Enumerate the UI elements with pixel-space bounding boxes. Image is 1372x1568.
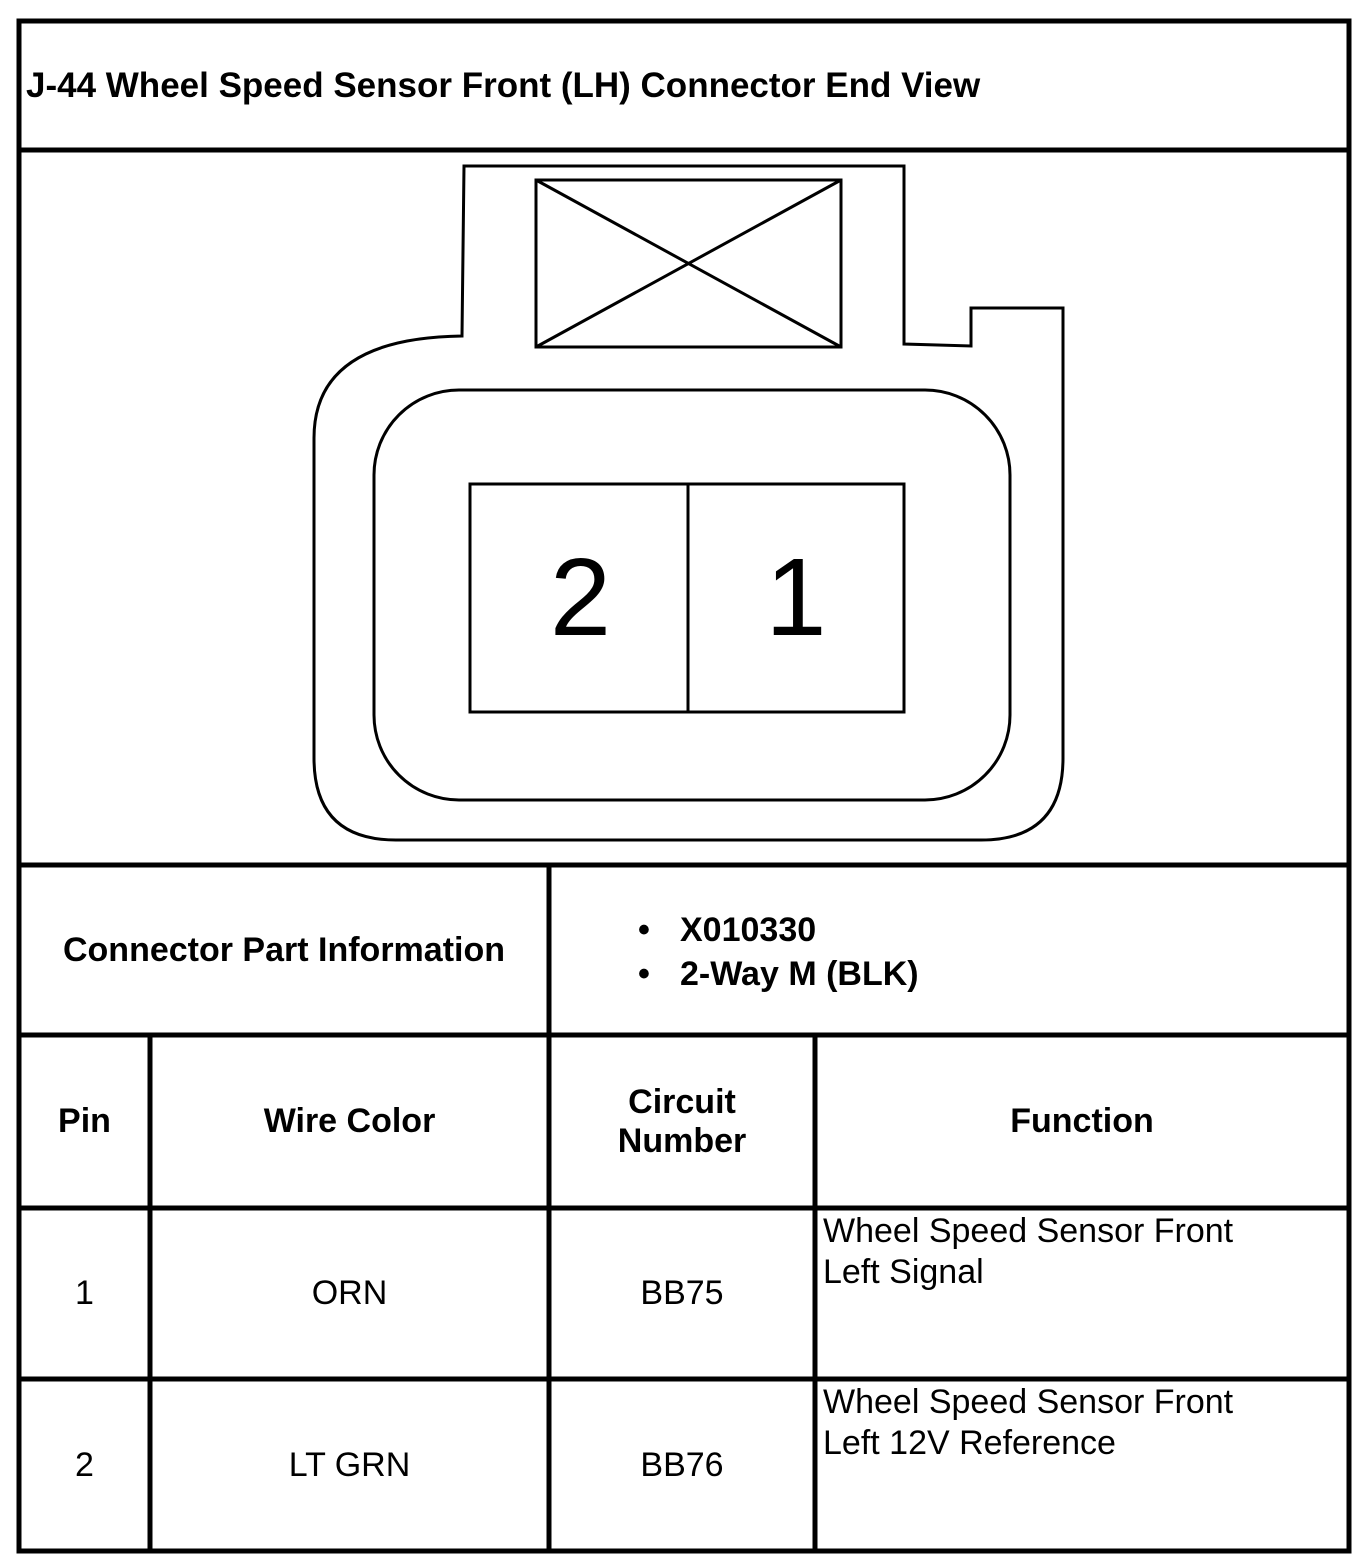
list-item: • 2-Way M (BLK) (638, 952, 919, 996)
page-title: J-44 Wheel Speed Sensor Front (LH) Connector End View (26, 66, 981, 105)
table-row-2-function (817, 1382, 1347, 1549)
table-row-2-pin: 2 (75, 1445, 94, 1484)
connector-end-view-drawing (314, 166, 1063, 840)
list-item: • X010330 (638, 908, 919, 952)
table-row-1-circuit: BB75 (640, 1274, 724, 1313)
connector-info-sheet (16, 18, 1352, 1554)
table-row-1-pin: 1 (75, 1274, 94, 1313)
part-info-label: Connector Part Information (62, 930, 506, 969)
function-line2: Left Signal (823, 1252, 984, 1291)
connector-latch-icon (536, 180, 841, 347)
col-header-wire-color: Wire Color (263, 1102, 436, 1141)
table-row-1-function (817, 1211, 1347, 1377)
connector-type: 2-Way M (BLK) (680, 955, 919, 993)
part-info-list (638, 908, 919, 996)
col-header-circuit-line1: Circuit (628, 1082, 736, 1121)
cavity-label-right: 1 (765, 535, 827, 659)
part-number: X010330 (680, 911, 817, 949)
cavity-label-left: 2 (549, 535, 612, 659)
col-header-circuit-number (551, 1038, 813, 1206)
function-line1: Wheel Speed Sensor Front (823, 1212, 1234, 1250)
table-row-1-wire-color: ORN (311, 1274, 388, 1313)
col-header-function: Function (1010, 1102, 1154, 1141)
table-row-2-wire-color: LT GRN (288, 1445, 411, 1484)
function-line2: Left 12V Reference (823, 1423, 1116, 1462)
table-row-2-circuit: BB76 (640, 1445, 724, 1484)
function-line1: Wheel Speed Sensor Front (823, 1383, 1234, 1421)
col-header-pin: Pin (58, 1102, 111, 1141)
col-header-circuit-line2: Number (617, 1122, 747, 1160)
